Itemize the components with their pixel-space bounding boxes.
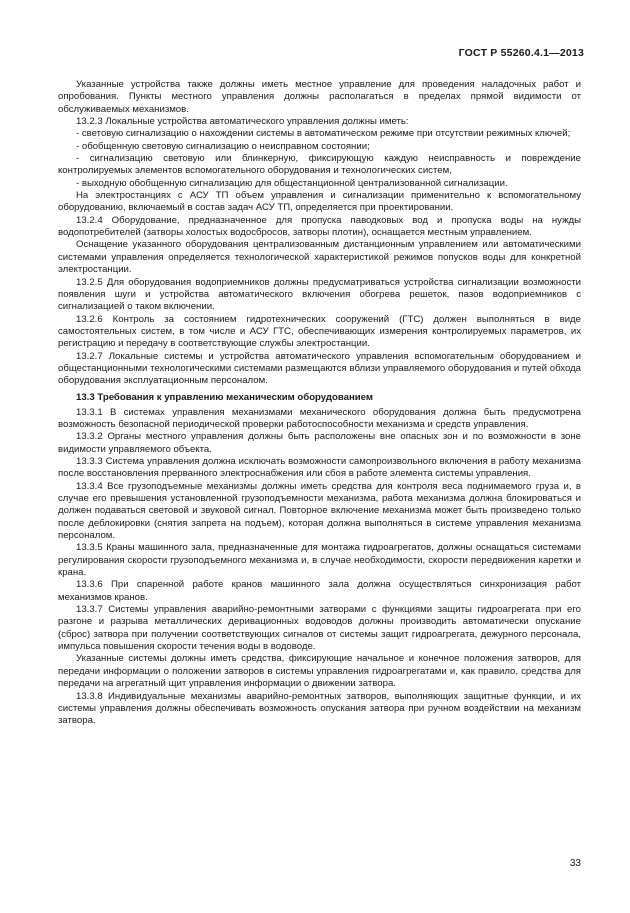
paragraph: - сигнализацию световую или блинкерную, фиксирующую каждую неисправность и повреждение контролируемых элементов вспомогательного оборудования и технологических систем,: [58, 153, 581, 177]
document-body: [58, 79, 581, 728]
page-number: 33: [569, 858, 581, 869]
paragraph: 13.2.7 Локальные системы и устройства автоматического управления вспомогательным оборудованием и общестанционными технологическими системами размещаются вблизи управляемого оборудования и путей обхода оборудования эксплуатационным персоналом.: [58, 350, 581, 387]
paragraph: 13.3.8 Индивидуальные механизмы аварийно-ремонтных затворов, выполняющих защитные функции, и их системы управления должны обеспечивать возможность опускания затвора при ручном воздействии на механизм затвора.: [58, 690, 581, 727]
paragraph: 13.3.4 Все грузоподъемные механизмы должны иметь средства для контроля веса поднимаемого груза и, в случае его превышения установленной грузоподъемности механизма, работа механизма должна блокироваться и должен подаваться световой и звуковой сигнал. Повторное включение механизма может быть произведено только после деблокировки (снятия запрета на подъем), которая должна выполняться в системе управления механизма персоналом.: [58, 480, 581, 542]
paragraph: - световую сигнализацию о нахождении системы в автоматическом режиме при отсутствии режимных ключей;: [76, 128, 571, 140]
paragraph: 13.3.6 При спаренной работе кранов машинного зала должна осуществляться синхронизация работ механизмов кранов.: [58, 579, 581, 603]
paragraph: 13.3.7 Системы управления аварийно-ремонтными затворами с функциями защиты гидроагрегата при его разгоне и разрыва металлических деривационных водоводов должны производить автоматически опускание (сброс) затвора при получении соответствующих сигналов от системы защит гидроагрегата, дежурного персонала, импульса повышения скорости течения воды в водоводе.: [58, 604, 581, 653]
document-number: ГОСТ Р 55260.4.1—2013: [458, 47, 584, 59]
paragraph: - обобщенную световую сигнализацию о неисправном состоянии;: [76, 140, 370, 152]
section-heading: 13.3 Требования к управлению механическим оборудованием: [76, 391, 373, 403]
paragraph: 13.3.2 Органы местного управления должны быть расположены вне опасных зон и по возможности в зоне видимости управляемого объекта.: [58, 431, 581, 455]
paragraph: 13.3.3 Система управления должна исключать возможности самопроизвольного включения в работу механизма после восстановления прерванного электроснабжения или сбоя в работе элемента системы управления.: [58, 455, 581, 480]
paragraph: Указанные устройства также должны иметь местное управление для проведения наладочных работ и опробования. Пункты местного управления должны располагаться в пределах прямой видимости от обслуживаемых механизмов.: [58, 79, 581, 115]
paragraph: 13.2.5 Для оборудования водоприемников должны предусматриваться устройства сигнализации возможности появления шуги и устройства автоматического включения обогрева решеток, пазов водоприемников с сигнализацией о таком включении.: [58, 276, 581, 313]
paragraph: Оснащение указанного оборудования централизованным дистанционным управлением или автоматическими системами управления определяется технологической характеристикой режимов попусков воды для конкретной электростанции.: [58, 239, 581, 276]
paragraph: 13.2.4 Оборудование, предназначенное для пропуска паводковых вод и пропуска воды на нужды водопотребителей (затворы холостых водосбросов, затворы плотин), оснащается местным управлением.: [58, 214, 581, 239]
paragraph: На электростанциях с АСУ ТП объем управления и сигнализации применительно к вспомогательному оборудованию, включаемый в состав задач АСУ ТП, определяется при проектировании.: [58, 190, 581, 214]
paragraph: 13.3.1 В системах управления механизмами механического оборудования должна быть предусмотрена возможность безопасной периодической проверки работоспособности механизма и средств управления.: [58, 406, 581, 430]
paragraph: 13.2.3 Локальные устройства автоматического управления должны иметь:: [76, 116, 409, 128]
paragraph: 13.2.6 Контроль за состоянием гидротехнических сооружений (ГТС) должен выполняться в виде самостоятельных систем, в том числе и АСУ ГТС, обеспечивающих измерения контролируемых параметров, их регистрацию и передачу в соответствующие службы электростанции.: [58, 313, 581, 350]
paragraph: 13.3.5 Краны машинного зала, предназначенные для монтажа гидроагрегатов, должны оснащаться системами регулирования скорости грузоподъемного механизма и, в случае необходимости, скорости передвижения каретки и крана.: [58, 542, 581, 579]
paragraph: Указанные системы должны иметь средства, фиксирующие начальное и конечное положения затворов, для передачи информации о положении затворов в системы управления гидроагрегатами и, как правило, средства для передачи на агрегатный щит управления информации о движении затвора.: [58, 653, 581, 690]
paragraph: - выходную обобщенную сигнализацию для общестанционной централизованной сигнализации.: [76, 177, 508, 189]
